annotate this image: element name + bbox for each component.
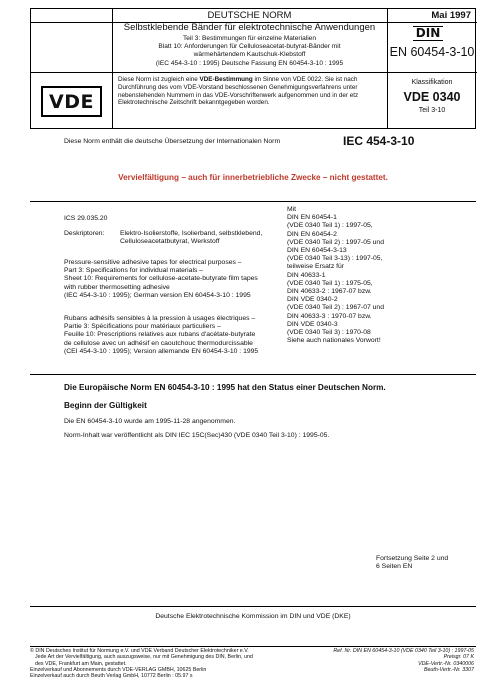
footer-line: Jede Art der Vervielfältigung, auch auszugsweise, nur mit Genehmigung des DIN, Berlin, und bbox=[35, 654, 253, 661]
status-statement: Die Europäische Norm EN 60454-3-10 : 1995 hat den Status einer Deutschen Norm. bbox=[64, 383, 386, 392]
french-title bbox=[64, 315, 304, 356]
divider bbox=[30, 201, 476, 202]
english-line: Sheet 10: Requirements for cellulose-acetate-butyrate film tapes bbox=[64, 275, 258, 283]
deskriptoren bbox=[64, 230, 304, 246]
classification-label: Klassifikation bbox=[411, 79, 453, 86]
reference-numbers bbox=[304, 648, 474, 673]
replacement-line: (VDE 0340 Teil 2) : 1997-05 und bbox=[287, 238, 384, 246]
replacement-line: DIN 40633-3 : 1970-07 bzw. bbox=[287, 312, 372, 320]
footer-line: des VDE, Frankfurt am Main, gestattet. bbox=[35, 660, 127, 667]
divider bbox=[30, 374, 476, 375]
note-prefix: Diese Norm ist zugleich eine bbox=[118, 76, 200, 83]
replacement-line: (VDE 0340 Teil 1) : 1997-05, bbox=[287, 222, 373, 230]
validity-line: Norm-Inhalt war veröffentlicht als DIN IEC 15C(Sec)430 (VDE 0340 Teil 3-10) : 1995-05. bbox=[64, 432, 330, 439]
continuation-line: Fortsetzung Seite 2 und bbox=[376, 555, 449, 562]
english-line: Pressure-sensitive adhesive tapes for electrical purposes – bbox=[64, 259, 242, 266]
din-logo: DIN bbox=[413, 26, 443, 41]
french-line: Partie 3: Spécifications pour matériaux particuliers – bbox=[64, 323, 221, 331]
subtitle-line: Teil 3: Bestimmungen für einzelne Materialien bbox=[182, 35, 317, 42]
footer-line: Beuth-Vertr.-Nr. 3307 bbox=[423, 666, 474, 673]
french-line: (CEI 454-3-10 : 1995); Version allemande EN 60454-3-10 : 1995 bbox=[64, 347, 259, 355]
vde-logo-area bbox=[31, 73, 112, 130]
replacement-line: DIN VDE 0340-3 bbox=[287, 320, 338, 328]
continuation-line: 6 Seiten EN bbox=[376, 563, 413, 571]
commission-name: Deutsche Elektrotechnische Kommission im DIN und VDE (DKE) bbox=[155, 613, 351, 620]
copyright-notice bbox=[30, 648, 310, 679]
replacement-line: (VDE 0340 Teil 2) : 1967-07 und bbox=[287, 304, 384, 312]
header-box bbox=[30, 8, 476, 129]
norm-subtitle bbox=[112, 35, 387, 68]
replacement-list bbox=[287, 206, 447, 345]
french-line: de cellulose avec un adhésif en caoutchouc thermodurcissable bbox=[64, 339, 253, 347]
footer-line: VDE-Vertr.-Nr. 0340006 bbox=[418, 660, 474, 667]
norm-page bbox=[30, 8, 476, 692]
replacement-line: DIN 40633-2 : 1967-07 bzw. bbox=[287, 288, 372, 296]
classification-part: Teil 3-10 bbox=[418, 107, 446, 114]
english-line: Part 3: Specifications for individual materials – bbox=[64, 267, 204, 275]
replacement-line: (VDE 0340 Teil 1) : 1975-05, bbox=[287, 279, 373, 287]
subtitle-line: (IEC 454-3-10 : 1995) Deutsche Fassung EN 60454-3-10 : 1995 bbox=[155, 59, 344, 67]
footer-line: Preisgr. 07 K bbox=[443, 654, 474, 661]
replacement-line: teilweise Ersatz für bbox=[287, 263, 345, 271]
replacement-line: DIN VDE 0340-2 bbox=[287, 296, 338, 304]
deskriptoren-label: Deskriptoren: bbox=[64, 230, 105, 237]
replacement-line: (VDE 0340 Teil 3-13) : 1997-05, bbox=[287, 255, 383, 263]
english-title bbox=[64, 259, 304, 300]
validity-line: Die EN 60454-3-10 wurde am 1995-11-28 angenommen. bbox=[64, 418, 236, 425]
english-line: with rubber thermosetting adhesive bbox=[64, 283, 170, 291]
divider bbox=[30, 606, 476, 607]
deskriptoren-value: Elektro-Isolierstoffe, Isolierband, selbstklebend, Celluloseacetatbutyrat, Werkstoff bbox=[120, 230, 263, 246]
norm-title: Selbstklebende Bänder für elektrotechnische Anwendungen bbox=[123, 22, 376, 33]
continuation-note bbox=[376, 555, 448, 571]
validity-heading: Beginn der Gültigkeit bbox=[64, 401, 147, 410]
divider bbox=[30, 646, 476, 647]
french-line: Feuille 10: Prescriptions relatives aux rubans d'acétate-butyrate bbox=[64, 331, 256, 339]
ics-code: ICS 29.035.20 bbox=[64, 215, 108, 222]
footer-line: Einzelverkauf und Abonnements durch VDE-VERLAG GMBH, 10625 Berlin bbox=[30, 666, 207, 673]
replacement-line: DIN EN 60454-2 bbox=[287, 230, 337, 238]
publication-date: Mai 1997 bbox=[431, 10, 471, 21]
subtitle-line: Blatt 10: Anforderungen für Celluloseacetat-butyrat-Bänder mit bbox=[158, 43, 341, 51]
copy-warning: Vervielfältigung – auch für innerbetriebliche Zwecke – nicht gestattet. bbox=[118, 173, 388, 182]
replacement-line: DIN EN 60454-3-13 bbox=[287, 247, 347, 255]
note-bold: VDE-Bestimmung bbox=[199, 76, 253, 83]
replacement-line: DIN EN 60454-1 bbox=[287, 214, 337, 222]
vde-note bbox=[118, 76, 382, 107]
replacement-line: Siehe auch nationales Vorwort! bbox=[287, 337, 381, 345]
note-rest: im Sinne von VDE 0022. Sie ist nach Durchführung des vom VDE-Vorstand beschlossenen Genehmigungsverfahrens unter nebenstehenden Nummern in das VDE-Vorschriftenwerk aufgenommen und in der etz Elektrotechnische Zeitschrift bekanntgegeben worden. bbox=[118, 76, 359, 107]
footer-line: Ref. Nr. DIN EN 60454-3-10 (VDE 0340 Teil 3-10) : 1997-05 bbox=[333, 648, 474, 654]
international-norm-line bbox=[30, 134, 476, 150]
footer-line: © DIN Deutsches Institut für Normung e.V. und VDE Verband Deutscher Elektrotechniker e.V. bbox=[30, 648, 249, 654]
classification-value: VDE 0340 bbox=[403, 90, 461, 104]
replacement-line: DIN 40633-1 bbox=[287, 271, 326, 279]
norm-category: DEUTSCHE NORM bbox=[207, 10, 292, 21]
standard-number: EN 60454-3-10 bbox=[389, 45, 475, 59]
footer-line: Einzelverkauf auch durch Beuth Verlag GmbH, 10772 Berlin : 05.97 s bbox=[30, 673, 193, 680]
replacement-line: Mit bbox=[287, 206, 297, 213]
english-line: (IEC 454-3-10 : 1995); German version EN 60454-3-10 : 1995 bbox=[64, 291, 251, 299]
replacement-line: (VDE 0340 Teil 3) : 1970-08 bbox=[287, 329, 371, 337]
french-line: Rubans adhésifs sensibles à la pression à usages électriques – bbox=[64, 315, 256, 322]
intl-text: Diese Norm enthält die deutsche Übersetzung der Internationalen Norm bbox=[64, 138, 281, 145]
intl-number: IEC 454-3-10 bbox=[343, 134, 415, 148]
subtitle-line: wärmehärtendem Kautschuk-Klebstoff bbox=[193, 51, 306, 59]
vde-logo: VDE bbox=[41, 86, 102, 117]
